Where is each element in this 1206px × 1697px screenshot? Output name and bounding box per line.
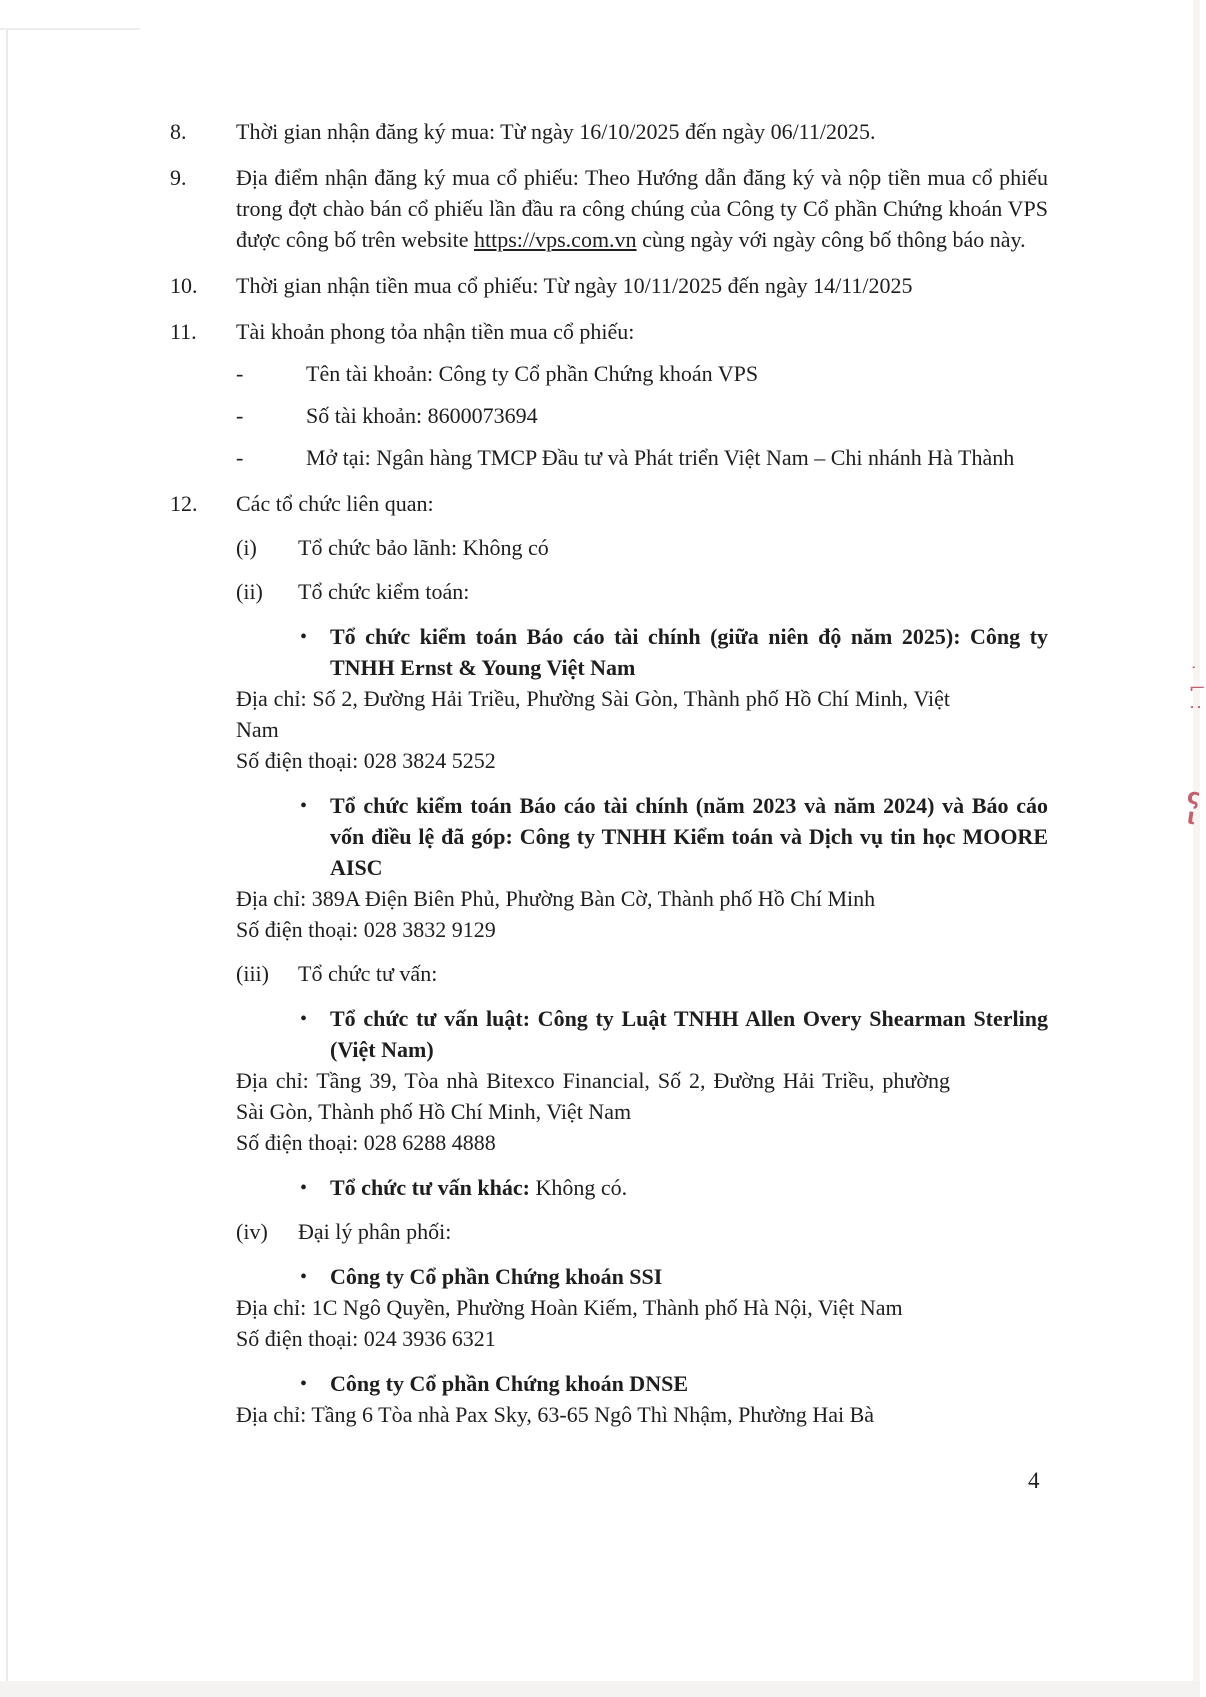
sub-item-iv <box>236 1216 1048 1247</box>
bullet-icon: • <box>300 1177 308 1199</box>
numbered-item-8 <box>170 116 1050 147</box>
item-number: 9. <box>170 165 187 190</box>
auditor-2-phone: Số điện thoại: 028 3832 9129 <box>236 917 496 942</box>
agent-ssi-name <box>330 1261 1048 1292</box>
red-ink-fragment: ˙ <box>1188 664 1199 682</box>
item-10-text: Thời gian nhận tiền mua cổ phiếu: Từ ngày 10/11/2025 đến ngày 14/11/2025 <box>236 273 913 298</box>
other-advisor-text <box>330 1172 1048 1203</box>
sub-item-i-text: Tổ chức bảo lãnh: Không có <box>298 535 549 560</box>
numbered-item-10 <box>170 270 1050 301</box>
auditor-1-address: Địa chỉ: Số 2, Đường Hải Triều, Phường Sài Gòn, Thành phố Hồ Chí Minh, Việt Nam <box>236 686 950 742</box>
legal-advisor-title <box>330 1003 1048 1065</box>
agent-dnse-name-row <box>236 1368 1048 1399</box>
bank-text: Mở tại: Ngân hàng TMCP Đầu tư và Phát triển Việt Nam – Chi nhánh Hà Thành <box>306 445 1015 470</box>
red-ink-fragment: ⌐ <box>1188 679 1206 697</box>
sub-item-iv-text: Đại lý phân phối: <box>298 1219 452 1244</box>
red-ink-fragment: ς <box>1185 784 1202 811</box>
account-number-row <box>236 400 1048 431</box>
bank-row <box>236 442 1048 473</box>
bullet-icon: • <box>300 795 308 817</box>
other-advisor-value: Không có. <box>529 1175 628 1200</box>
roman-label: (ii) <box>236 579 263 604</box>
item-11-text: Tài khoản phong tỏa nhận tiền mua cổ phiếu: <box>236 319 635 344</box>
legal-advisor-title-text: Tổ chức tư vấn luật: Công ty Luật TNHH Allen Overy Shearman Sterling (Việt Nam) <box>330 1006 1048 1062</box>
vps-website-link[interactable]: https://vps.com.vn <box>474 227 637 252</box>
item-number: 8. <box>170 119 187 144</box>
item-12-text: Các tổ chức liên quan: <box>236 491 434 516</box>
sub-item-ii-text: Tổ chức kiểm toán: <box>298 579 470 604</box>
agent-ssi-name-row <box>236 1261 1048 1292</box>
roman-label: (i) <box>236 535 257 560</box>
item-8-text: Thời gian nhận đăng ký mua: Từ ngày 16/10/2025 đến ngày 06/11/2025. <box>236 119 876 144</box>
sub-item-iii-text: Tổ chức tư vấn: <box>298 961 438 986</box>
scan-artifact-bottom-edge <box>0 1681 1200 1697</box>
red-ink-fragment: ‥ <box>1188 694 1203 712</box>
legal-advisor-phone: Số điện thoại: 028 6288 4888 <box>236 1130 496 1155</box>
item-number: 10. <box>170 273 198 298</box>
auditor-1-title-text: Tổ chức kiểm toán Báo cáo tài chính (giữa niên độ năm 2025): Công ty TNHH Ernst & Young Việt Nam <box>330 624 1048 680</box>
dash-marker: - <box>236 361 244 386</box>
item-9-text <box>236 162 1048 255</box>
agent-ssi-name-text: Công ty Cổ phần Chứng khoán SSI <box>330 1264 663 1289</box>
item-9-text-after-link: cùng ngày với ngày công bố thông báo này. <box>636 227 1026 252</box>
auditor-2-title <box>330 790 1048 883</box>
agent-dnse-name <box>330 1368 1048 1399</box>
legal-advisor-address: Địa chỉ: Tầng 39, Tòa nhà Bitexco Financial, Số 2, Đường Hải Triều, phường Sài Gòn, Thành phố Hồ Chí Minh, Việt Nam <box>236 1068 950 1124</box>
auditor-2-address: Địa chỉ: 389A Điện Biên Phủ, Phường Bàn Cờ, Thành phố Hồ Chí Minh <box>236 886 876 911</box>
other-advisor-row <box>236 1172 1048 1203</box>
sub-item-iii <box>236 958 1048 989</box>
agent-ssi-address: Địa chỉ: 1C Ngô Quyền, Phường Hoàn Kiếm, Thành phố Hà Nội, Việt Nam <box>236 1295 903 1320</box>
item-number: 12. <box>170 491 198 516</box>
auditor-1-phone: Số điện thoại: 028 3824 5252 <box>236 748 496 773</box>
dash-marker: - <box>236 403 244 428</box>
dash-marker: - <box>236 445 244 470</box>
scan-artifact-top <box>0 28 140 30</box>
agent-dnse-address: Địa chỉ: Tầng 6 Tòa nhà Pax Sky, 63-65 Ngô Thì Nhậm, Phường Hai Bà <box>236 1402 875 1427</box>
numbered-item-9 <box>170 162 1050 255</box>
agent-dnse-name-text: Công ty Cổ phần Chứng khoán DNSE <box>330 1371 688 1396</box>
bullet-icon: • <box>300 626 308 648</box>
document-body <box>170 116 1050 1430</box>
auditor-1-title <box>330 621 1048 683</box>
item-9-text-before-link: Địa điểm nhận đăng ký mua cổ phiếu: Theo Hướng dẫn đăng ký và nộp tiền mua cổ phiếu trong đợt chào bán cổ phiếu lần đầu ra công chúng của Công ty Cổ phần Chứng khoán VPS được công bố trên website <box>236 165 1048 252</box>
legal-advisor-title-row <box>236 1003 1048 1065</box>
numbered-item-11 <box>170 316 1050 473</box>
account-number-text: Số tài khoản: 8600073694 <box>306 403 538 428</box>
sub-item-i <box>236 532 1048 563</box>
sub-item-ii <box>236 576 1048 607</box>
roman-label: (iii) <box>236 961 269 986</box>
scan-artifact-left-edge <box>6 30 8 1687</box>
auditor-1-title-row <box>236 621 1048 683</box>
agent-ssi-phone: Số điện thoại: 024 3936 6321 <box>236 1326 496 1351</box>
auditor-2-title-row <box>236 790 1048 883</box>
item-number: 11. <box>170 319 197 344</box>
bullet-icon: • <box>300 1373 308 1395</box>
scan-artifact-right-edge <box>1193 0 1200 1697</box>
bullet-icon: • <box>300 1008 308 1030</box>
account-name-row <box>236 358 1048 389</box>
red-ink-fragment: ι <box>1185 804 1198 831</box>
roman-label: (iv) <box>236 1219 268 1244</box>
bullet-icon: • <box>300 1266 308 1288</box>
other-advisor-label: Tổ chức tư vấn khác: <box>330 1175 530 1200</box>
auditor-2-title-text: Tổ chức kiểm toán Báo cáo tài chính (năm 2023 và năm 2024) và Báo cáo vốn điều lệ đã góp: Công ty TNHH Kiểm toán và Dịch vụ tin học MOORE AISC <box>330 793 1048 880</box>
account-name-text: Tên tài khoản: Công ty Cổ phần Chứng khoán VPS <box>306 361 759 386</box>
page-number: 4 <box>1028 1468 1040 1493</box>
numbered-item-12 <box>170 488 1050 1430</box>
